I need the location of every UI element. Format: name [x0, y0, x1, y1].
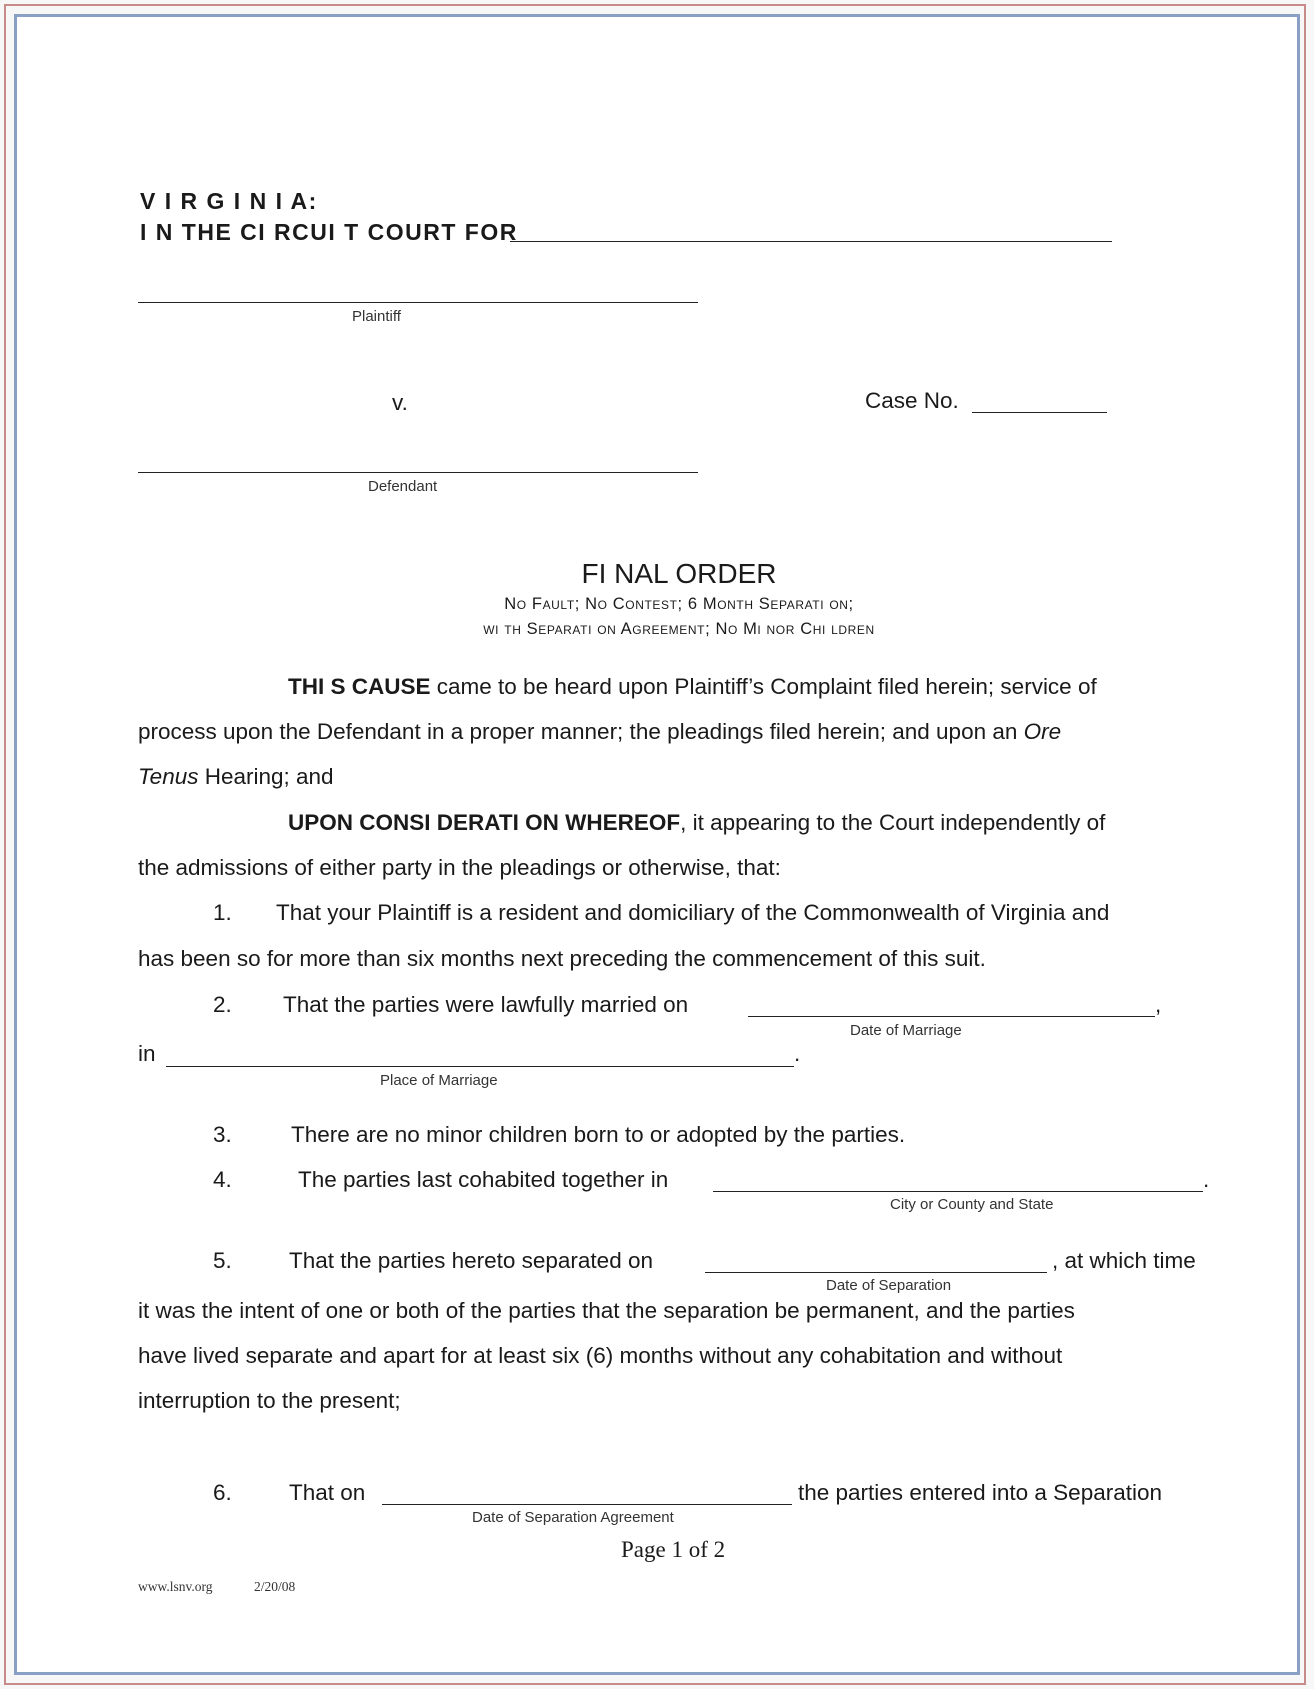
item-5-line3: have lived separate and apart for at least six (6) months without any cohabitation and without	[138, 1343, 1063, 1368]
defendant-blank[interactable]	[138, 472, 698, 473]
item-4-number: 4.	[213, 1167, 232, 1192]
versus-text: v.	[392, 390, 408, 415]
cohabitation-place-blank[interactable]	[713, 1191, 1203, 1192]
court-heading: I N THE CI RCUI T COURT FOR	[140, 219, 518, 245]
footer-website: www.lsnv.org	[138, 1579, 213, 1594]
marriage-place-label: Place of Marriage	[380, 1072, 498, 1089]
process-text: process upon the Defendant in a proper manner; the pleadings filed herein; and upon an	[138, 719, 1024, 744]
item-3-text: There are no minor children born to or adopted by the parties.	[291, 1122, 906, 1147]
document-subtitle-1: No Fault; No Contest; 6 Month Separati on;	[504, 595, 854, 613]
ore-text: Ore	[1023, 719, 1062, 744]
separation-date-label: Date of Separation	[826, 1277, 952, 1294]
item-6-number: 6.	[213, 1480, 232, 1505]
tenus-text: Tenus	[138, 764, 199, 789]
paragraph-upon-consideration	[288, 812, 1105, 835]
case-no-label: Case No.	[865, 388, 959, 413]
marriage-date-label: Date of Marriage	[850, 1022, 962, 1039]
footer-date: 2/20/08	[254, 1579, 296, 1594]
plaintiff-blank[interactable]	[138, 302, 698, 303]
item-5-text: That the parties hereto separated on	[289, 1248, 653, 1273]
upon-consideration-bold: UPON CONSI DERATI ON WHEREOF	[288, 810, 681, 835]
paragraph-this-cause-line3	[138, 766, 334, 789]
cohabitation-place-label: City or County and State	[890, 1196, 1054, 1213]
item-1-number: 1.	[213, 900, 232, 925]
document-page	[14, 14, 1300, 1675]
item-1-text: That your Plaintiff is a resident and domiciliary of the Commonwealth of Virginia and	[276, 900, 1110, 925]
court-name-blank[interactable]	[510, 241, 1112, 242]
item-6-text: That on	[289, 1480, 366, 1505]
item-5-line2: it was the intent of one or both of the parties that the separation be permanent, and the parties	[138, 1298, 1075, 1323]
page-number: Page 1 of 2	[621, 1537, 726, 1562]
hearing-text: Hearing; and	[198, 764, 334, 789]
item-6-tail: the parties entered into a Separation	[798, 1480, 1162, 1505]
item-4-text: The parties last cohabited together in	[298, 1167, 669, 1192]
item-4-period: .	[1203, 1167, 1210, 1192]
item-2-number: 2.	[213, 992, 232, 1017]
state-heading: V I R G I N I A:	[140, 188, 318, 214]
item-5-tail: , at which time	[1052, 1248, 1196, 1273]
separation-date-blank[interactable]	[705, 1272, 1047, 1273]
defendant-label: Defendant	[368, 478, 438, 495]
case-no-blank[interactable]	[972, 412, 1107, 413]
paragraph-this-cause-line2	[138, 721, 1061, 744]
marriage-place-blank[interactable]	[166, 1066, 794, 1067]
separation-agreement-date-blank[interactable]	[382, 1504, 792, 1505]
this-cause-text: came to be heard upon Plaintiff’s Complaint filed herein; service of	[430, 674, 1097, 699]
item-1-line2: has been so for more than six months next preceding the commencement of this suit.	[138, 946, 986, 971]
item-2-text: That the parties were lawfully married on	[283, 992, 689, 1017]
this-cause-bold: THI S CAUSE	[288, 674, 431, 699]
item-5-line4: interruption to the present;	[138, 1388, 401, 1413]
paragraph-this-cause	[288, 676, 1097, 699]
item-2-in: in	[138, 1041, 156, 1066]
item-2-period: .	[794, 1041, 801, 1066]
upon-consideration-text: , it appearing to the Court independently of	[680, 810, 1106, 835]
admissions-text: the admissions of either party in the pleadings or otherwise, that:	[138, 855, 781, 880]
item-3-number: 3.	[213, 1122, 232, 1147]
marriage-date-blank[interactable]	[748, 1016, 1155, 1017]
separation-agreement-date-label: Date of Separation Agreement	[472, 1509, 674, 1526]
item-2-comma: ,	[1155, 992, 1162, 1017]
item-5-number: 5.	[213, 1248, 232, 1273]
plaintiff-label: Plaintiff	[352, 308, 401, 325]
document-title: FI NAL ORDER	[581, 558, 777, 589]
document-subtitle-2: wi th Separati on Agreement; No Mi nor Chi ldren	[483, 620, 875, 638]
